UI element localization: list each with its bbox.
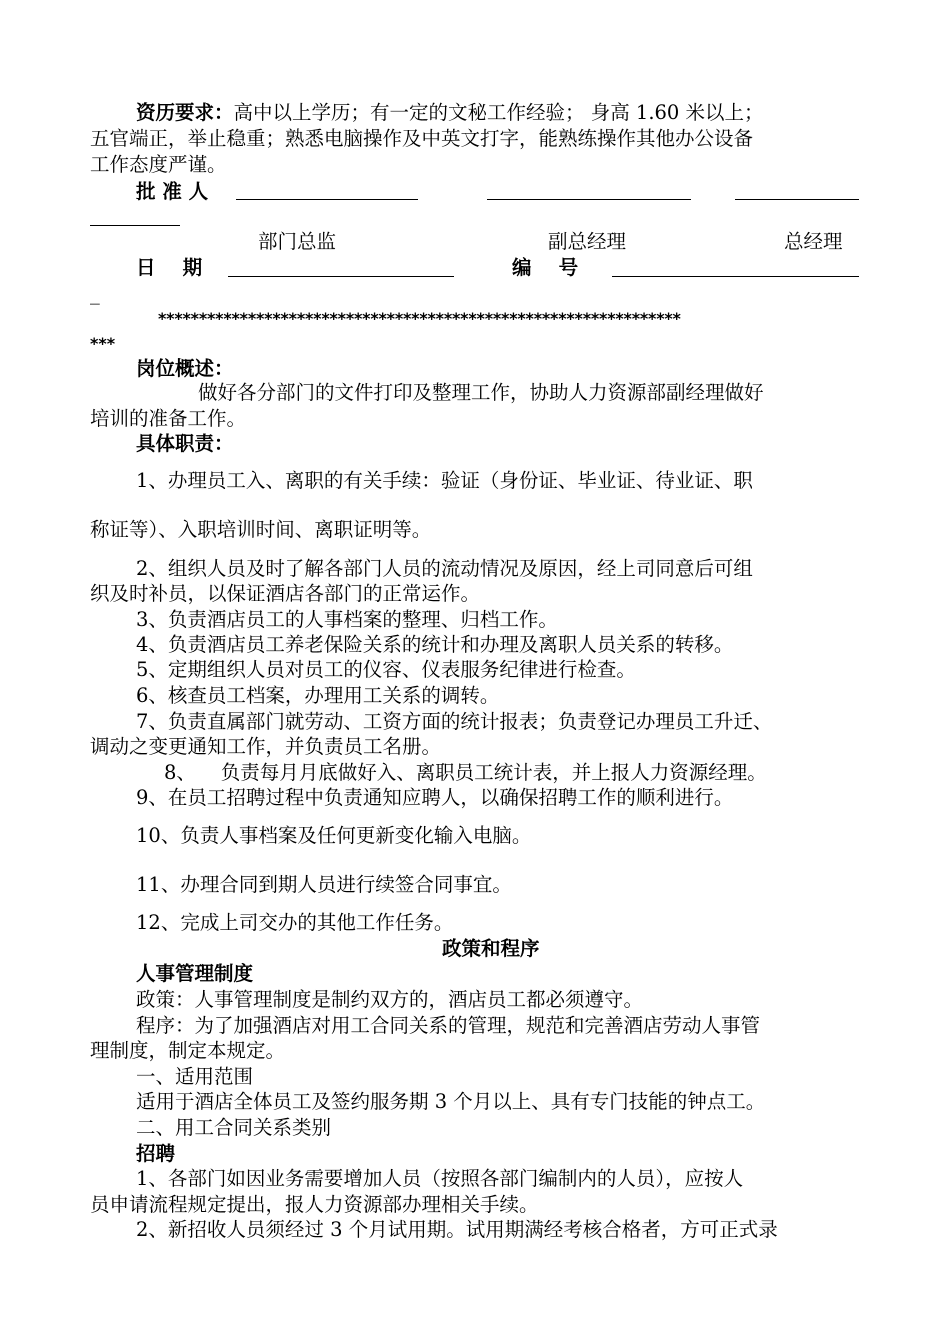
- qualification-line-3: 工作态度严谨。: [90, 153, 227, 176]
- policy-title: 政策和程序: [442, 937, 540, 960]
- policy-subtitle: 人事管理制度: [136, 962, 254, 985]
- scope-text: 适用于酒店全体员工及签约服务期 3 个月以上、具有专门技能的钟点工。: [136, 1090, 766, 1113]
- approver-signature-line-continued: [90, 225, 180, 226]
- duty-item-10: 10、负责人事档案及任何更新变化输入电脑。: [136, 824, 532, 847]
- duty-item-6: 6、核查员工档案，办理用工关系的调转。: [136, 684, 500, 707]
- overview-text-1: 做好各分部门的文件打印及整理工作，协助人力资源部副经理做好: [198, 381, 764, 404]
- dept-director-caption: 部门总监: [258, 230, 337, 253]
- separator-stars-1: ****************************************************************: [158, 309, 681, 328]
- duty-item-2b: 织及时补员，以保证酒店各部门的正常运作。: [90, 582, 481, 605]
- procedure-line-1: 程序：为了加强酒店对用工合同关系的管理，规范和完善酒店劳动人事管: [136, 1014, 761, 1037]
- overview-text-2: 培训的准备工作。: [90, 407, 247, 430]
- procedure-line-2: 理制度，制定本规定。: [90, 1039, 286, 1062]
- separator-stars-2: ***: [90, 334, 116, 353]
- recruit-item-1a: 1、各部门如因业务需要增加人员（按照各部门编制内的人员），应按人: [136, 1167, 744, 1190]
- approver-label: 批 准 人: [136, 180, 209, 203]
- contract-heading: 二、用工合同关系类别: [136, 1116, 332, 1139]
- qualification-line-2: 五官端正，举止稳重；熟悉电脑操作及中英文打字，能熟练操作其他办公设备: [90, 127, 754, 150]
- duty-item-2a: 2、组织人员及时了解各部门人员的流动情况及原因，经上司同意后可组: [136, 557, 753, 580]
- number-label: 编 号: [512, 256, 579, 279]
- duty-item-3: 3、负责酒店员工的人事档案的整理、归档工作。: [136, 608, 558, 631]
- date-label: 日 期: [136, 256, 203, 279]
- recruit-heading: 招聘: [136, 1142, 176, 1165]
- duty-item-9: 9、在员工招聘过程中负责通知应聘人，以确保招聘工作的顺利进行。: [136, 786, 734, 809]
- duty-item-11: 11、办理合同到期人员进行续签合同事宜。: [136, 873, 512, 896]
- approver-signature-line-3: [735, 199, 859, 200]
- qualification-label: 资历要求：: [136, 101, 234, 124]
- scope-heading: 一、适用范围: [136, 1065, 254, 1088]
- overview-heading: 岗位概述：: [136, 357, 234, 380]
- trail-mark: _: [90, 282, 100, 305]
- recruit-item-2a: 2、新招收人员须经过 3 个月试用期。试用期满经考核合格者，方可正式录: [136, 1218, 778, 1241]
- date-line: [228, 276, 454, 277]
- approver-signature-line-1: [236, 199, 418, 200]
- deputy-gm-caption: 副总经理: [548, 230, 627, 253]
- duty-item-1a: 1、办理员工入、离职的有关手续：验证（身份证、毕业证、待业证、职: [136, 469, 753, 492]
- duty-item-7b: 调动之变更通知工作，并负责员工名册。: [90, 735, 442, 758]
- qualification-text-1: 高中以上学历；有一定的文秘工作经验； 身高 1.60 米以上；: [233, 101, 764, 124]
- duty-item-12: 12、完成上司交办的其他工作任务。: [136, 911, 454, 934]
- duty-item-7a: 7、负责直属部门就劳动、工资方面的统计报表；负责登记办理员工升迁、: [136, 710, 773, 733]
- approver-signature-line-2: [487, 199, 691, 200]
- duties-heading: 具体职责：: [136, 432, 234, 455]
- duty-item-8: 8、 负责每月月底做好入、离职员工统计表，并上报人力资源经理。: [164, 761, 767, 784]
- duty-item-4: 4、负责酒店员工养老保险关系的统计和办理及离职人员关系的转移。: [136, 633, 734, 656]
- policy-statement: 政策：人事管理制度是制约双方的，酒店员工都必须遵守。: [136, 988, 644, 1011]
- qualification-line-1: [136, 101, 764, 125]
- recruit-item-1b: 员申请流程规定提出，报人力资源部办理相关手续。: [90, 1193, 539, 1216]
- gm-caption: 总经理: [784, 230, 843, 253]
- number-line: [612, 276, 859, 277]
- duty-item-5: 5、定期组织人员对员工的仪容、仪表服务纪律进行检查。: [136, 658, 636, 681]
- duty-item-1b: 称证等）、入职培训时间、离职证明等。: [90, 518, 432, 541]
